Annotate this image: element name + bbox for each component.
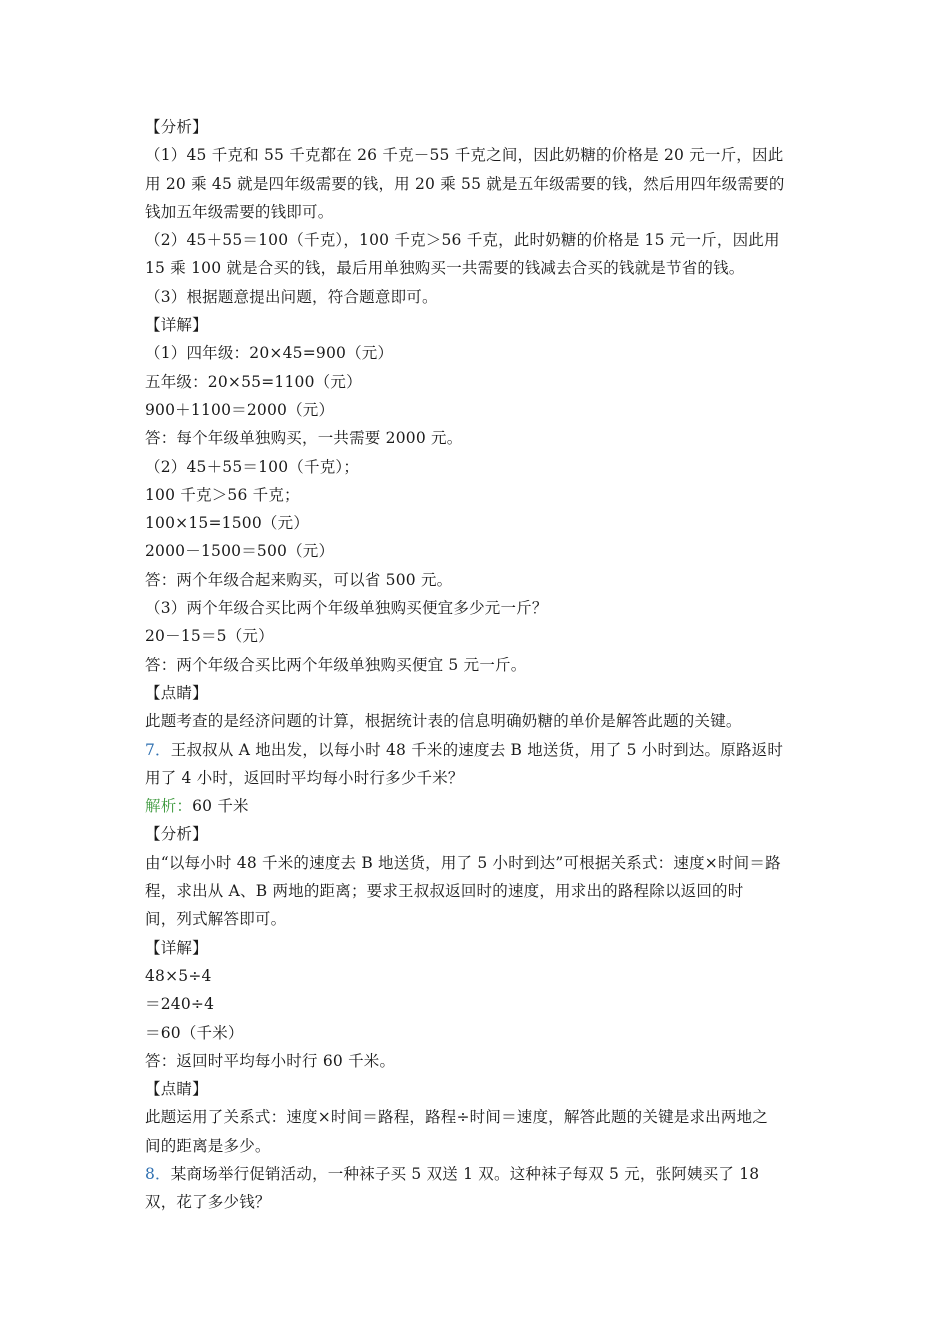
q8-question-line: 双，花了多少钱？ (145, 1193, 271, 1212)
q8-number: 8． (145, 1164, 171, 1183)
q6-detail-line: 2000－1500＝500（元） (145, 542, 335, 561)
q6-detail-line: 20－15＝5（元） (145, 627, 274, 646)
q6-detail-line: 100×15=1500（元） (145, 514, 310, 533)
q7-analysis-line: 由“以每小时 48 千米的速度去 B 地送货，用了 5 小时到达”可根据关系式：速度×时间＝路 (145, 853, 781, 872)
q7-detail-line: 答：返回时平均每小时行 60 千米。 (145, 1051, 396, 1070)
q7-point-line: 间的距离是多少。 (145, 1136, 271, 1155)
q6-detail-line: 五年级：20×55=1100（元） (145, 372, 362, 391)
q6-analysis-line: 钱加五年级需要的钱即可。 (145, 202, 334, 221)
q7-number: 7． (145, 740, 171, 759)
q6-detail-line: 900＋1100＝2000（元） (145, 400, 335, 419)
q6-detail-heading: 【详解】 (145, 316, 208, 335)
q7-answer-line (145, 792, 815, 820)
q7-analysis-heading: 【分析】 (145, 825, 208, 844)
q7-question-line (145, 736, 815, 764)
document-content (145, 113, 815, 1217)
q7-analysis-line: 程，求出从 A、B 两地的距离；要求王叔叔返回时的速度，用求出的路程除以返回的时 (145, 882, 744, 901)
q6-detail-line: 100 千克＞56 千克； (145, 485, 300, 504)
q6-analysis-line: （2）45＋55＝100（千克），100 千克＞56 千克，此时奶糖的价格是 15 元一斤，因此用 (145, 231, 780, 250)
q6-point-text: 此题考查的是经济问题的计算，根据统计表的信息明确奶糖的单价是解答此题的关键。 (145, 712, 742, 731)
q8-question-text: 某商场举行促销活动，一种袜子买 5 双送 1 双。这种袜子每双 5 元，张阿姨买了 18 (170, 1164, 760, 1183)
q6-detail-line: （3）两个年级合买比两个年级单独购买便宜多少元一斤？ (145, 599, 548, 618)
q6-analysis-line: （3）根据题意提出问题，符合题意即可。 (145, 287, 438, 306)
q6-detail-line: 答：两个年级合起来购买，可以省 500 元。 (145, 570, 453, 589)
q6-analysis-line: （1）45 千克和 55 千克都在 26 千克－55 千克之间，因此奶糖的价格是 20 元一斤，因此 (145, 146, 784, 165)
q7-detail-line: ＝240÷4 (145, 995, 215, 1014)
q6-analysis-heading: 【分析】 (145, 118, 208, 136)
q7-point-line: 此题运用了关系式：速度×时间＝路程，路程÷时间＝速度，解答此题的关键是求出两地之 (145, 1108, 768, 1127)
answer-label: 解析： (145, 797, 193, 816)
q6-detail-line: （2）45＋55＝100（千克）； (145, 457, 360, 476)
q7-detail-line: 48×5÷4 (145, 966, 212, 985)
q6-detail-line: 答：每个年级单独购买，一共需要 2000 元。 (145, 429, 463, 448)
q7-analysis-line: 间，列式解答即可。 (145, 910, 287, 929)
q7-detail-line: ＝60（千米） (145, 1023, 244, 1042)
q7-question-line: 用了 4 小时，返回时平均每小时行多少千米？ (145, 768, 464, 787)
q6-analysis-line: 15 乘 100 就是合买的钱，最后用单独购买一共需要的钱减去合买的钱就是节省的钱。 (145, 259, 745, 278)
q6-detail-line: （1）四年级：20×45=900（元） (145, 344, 394, 363)
answer-value: 60 千米 (192, 797, 249, 816)
q6-point-heading: 【点睛】 (145, 683, 208, 702)
q6-detail-line: 答：两个年级合买比两个年级单独购买便宜 5 元一斤。 (145, 655, 527, 674)
q8-question-line (145, 1160, 815, 1188)
q7-detail-heading: 【详解】 (145, 938, 208, 957)
q7-question-text: 王叔叔从 A 地出发，以每小时 48 千米的速度去 B 地送货，用了 5 小时到达。原路返时 (170, 740, 784, 759)
q6-analysis-line: 用 20 乘 45 就是四年级需要的钱，用 20 乘 55 就是五年级需要的钱，然后用四年级需要的 (145, 174, 785, 193)
q7-point-heading: 【点睛】 (145, 1080, 208, 1099)
